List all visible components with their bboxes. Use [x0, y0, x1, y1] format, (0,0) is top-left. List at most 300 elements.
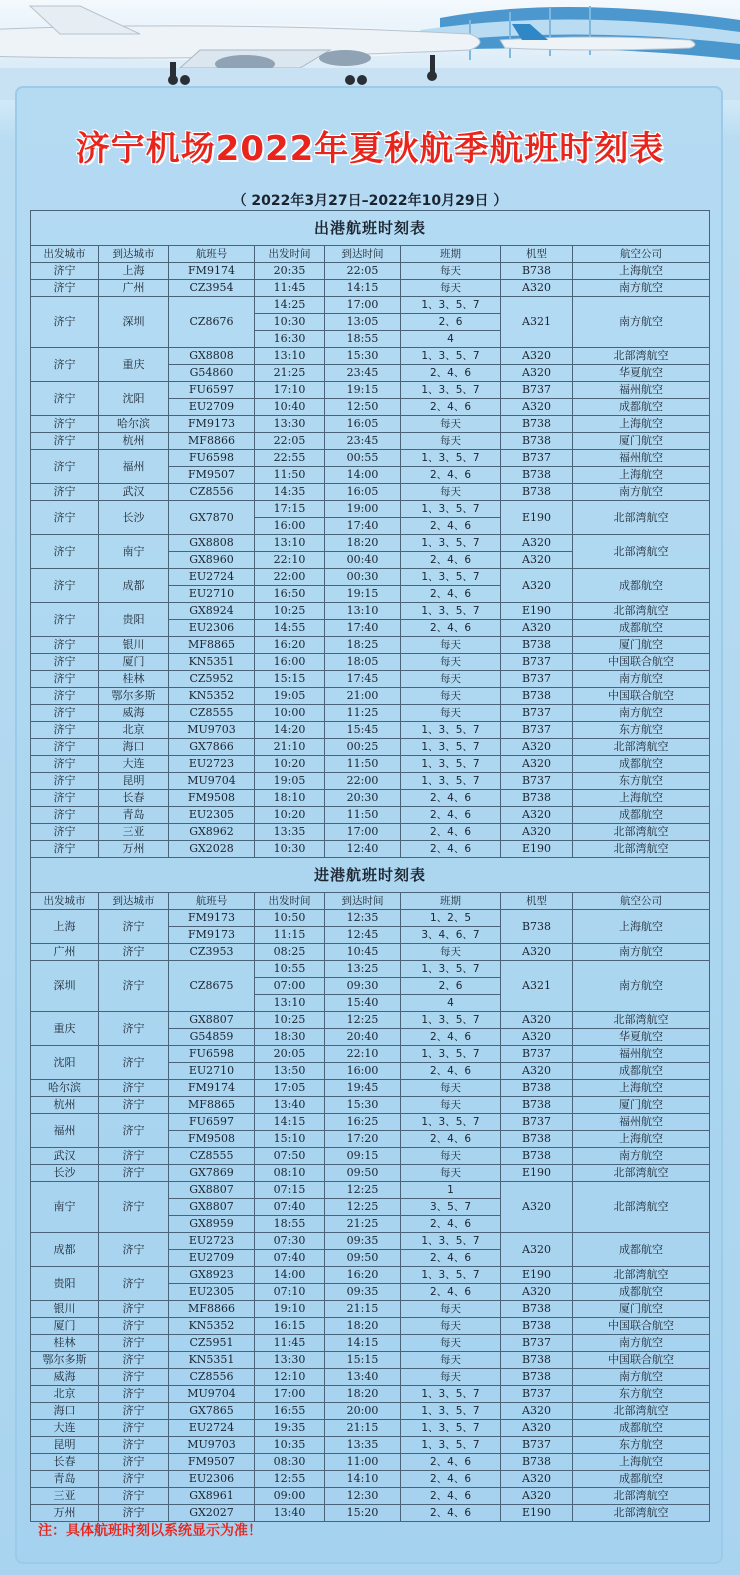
aircraft-type-cell: E190: [501, 841, 573, 858]
aircraft-type-cell: B738: [501, 1454, 573, 1471]
aircraft-type-cell: A320: [501, 807, 573, 824]
departure-time-cell: 16:50: [255, 586, 325, 603]
flight-number-cell: FM9174: [169, 263, 255, 280]
departure-time-cell: 22:00: [255, 569, 325, 586]
destination-city-cell: 济宁: [99, 1454, 169, 1471]
flight-number-cell: CZ8676: [169, 297, 255, 348]
origin-city-cell: 济宁: [31, 603, 99, 637]
arrival-time-cell: 17:00: [325, 824, 401, 841]
flight-row: [31, 961, 710, 978]
destination-city-cell: 济宁: [99, 944, 169, 961]
flight-number-cell: GX8924: [169, 603, 255, 620]
flight-number-cell: GX8960: [169, 552, 255, 569]
origin-city-cell: 万州: [31, 1505, 99, 1522]
flight-row: [31, 1471, 710, 1488]
arrival-time-cell: 18:20: [325, 1318, 401, 1335]
airline-cell: 中国联合航空: [573, 1318, 710, 1335]
operating-days-cell: 2、4、6: [401, 1029, 501, 1046]
destination-city-cell: 福州: [99, 450, 169, 484]
arrival-time-cell: 09:15: [325, 1148, 401, 1165]
arrival-time-cell: 12:25: [325, 1199, 401, 1216]
flight-number-cell: KN5351: [169, 1352, 255, 1369]
departure-time-cell: 08:30: [255, 1454, 325, 1471]
airline-cell: 上海航空: [573, 1080, 710, 1097]
flight-number-cell: FM9508: [169, 790, 255, 807]
flight-number-cell: FU6598: [169, 1046, 255, 1063]
flight-row: [31, 1437, 710, 1454]
flight-number-cell: EU2710: [169, 586, 255, 603]
arrival-time-cell: 23:45: [325, 433, 401, 450]
arrival-time-cell: 12:40: [325, 841, 401, 858]
operating-days-cell: 1、3、5、7: [401, 1386, 501, 1403]
origin-city-cell: 济宁: [31, 671, 99, 688]
aircraft-type-cell: A320: [501, 944, 573, 961]
operating-days-cell: 1、3、5、7: [401, 1437, 501, 1454]
aircraft-type-cell: B737: [501, 705, 573, 722]
airline-cell: 中国联合航空: [573, 654, 710, 671]
arrival-time-cell: 11:25: [325, 705, 401, 722]
flight-row: [31, 1165, 710, 1182]
flight-number-cell: GX7870: [169, 501, 255, 535]
airline-cell: 东方航空: [573, 773, 710, 790]
aircraft-type-cell: B737: [501, 654, 573, 671]
operating-days-cell: 每天: [401, 433, 501, 450]
flight-row: [31, 773, 710, 790]
departure-time-cell: 16:30: [255, 331, 325, 348]
arrival-time-cell: 21:15: [325, 1420, 401, 1437]
airline-cell: 南方航空: [573, 1148, 710, 1165]
arrival-time-cell: 18:20: [325, 535, 401, 552]
origin-city-cell: 哈尔滨: [31, 1080, 99, 1097]
operating-days-cell: 2、4、6: [401, 1454, 501, 1471]
aircraft-type-cell: E190: [501, 1267, 573, 1284]
flight-number-cell: GX8961: [169, 1488, 255, 1505]
operating-days-cell: 1、3、5、7: [401, 297, 501, 314]
arrival-time-cell: 14:15: [325, 1335, 401, 1352]
departure-time-cell: 07:40: [255, 1250, 325, 1267]
airline-cell: 上海航空: [573, 263, 710, 280]
departure-time-cell: 13:30: [255, 1352, 325, 1369]
column-header-origin-city: 出发城市: [31, 246, 99, 263]
origin-city-cell: 济宁: [31, 501, 99, 535]
destination-city-cell: 海口: [99, 739, 169, 756]
airline-cell: 成都航空: [573, 1063, 710, 1080]
flight-row: [31, 671, 710, 688]
flight-number-cell: FU6597: [169, 382, 255, 399]
operating-days-cell: 1、3、5、7: [401, 501, 501, 518]
departure-time-cell: 18:10: [255, 790, 325, 807]
aircraft-type-cell: A320: [501, 739, 573, 756]
column-header-departure-time: 出发时间: [255, 246, 325, 263]
operating-days-cell: 1、3、5、7: [401, 1403, 501, 1420]
flight-number-cell: EU2723: [169, 1233, 255, 1250]
arrival-time-cell: 23:45: [325, 365, 401, 382]
flight-row: [31, 1386, 710, 1403]
column-header-destination-city: 到达城市: [99, 246, 169, 263]
airline-cell: 北部湾航空: [573, 1012, 710, 1029]
flight-number-cell: CZ8555: [169, 705, 255, 722]
flight-row: [31, 790, 710, 807]
aircraft-type-cell: E190: [501, 1505, 573, 1522]
aircraft-type-cell: A320: [501, 1420, 573, 1437]
aircraft-type-cell: B737: [501, 1335, 573, 1352]
flight-number-cell: EU2710: [169, 1063, 255, 1080]
flight-number-cell: FM9173: [169, 416, 255, 433]
flight-row: [31, 1403, 710, 1420]
flight-row: [31, 1148, 710, 1165]
arrival-time-cell: 09:50: [325, 1165, 401, 1182]
operating-days-cell: 2、4、6: [401, 1216, 501, 1233]
departure-time-cell: 10:35: [255, 1437, 325, 1454]
origin-city-cell: 济宁: [31, 637, 99, 654]
airline-cell: 厦门航空: [573, 1097, 710, 1114]
column-header-flight-number: 航班号: [169, 246, 255, 263]
airline-cell: 中国联合航空: [573, 1352, 710, 1369]
column-header-operating-days: 班期: [401, 893, 501, 910]
airline-cell: 厦门航空: [573, 433, 710, 450]
column-header-airline: 航空公司: [573, 893, 710, 910]
destination-city-cell: 大连: [99, 756, 169, 773]
airline-cell: 北部湾航空: [573, 535, 710, 569]
departure-time-cell: 14:00: [255, 1267, 325, 1284]
operating-days-cell: 每天: [401, 1165, 501, 1182]
operating-days-cell: 2、4、6: [401, 841, 501, 858]
operating-days-cell: 4: [401, 331, 501, 348]
arrival-time-cell: 09:35: [325, 1233, 401, 1250]
arrival-time-cell: 15:30: [325, 1097, 401, 1114]
arrival-time-cell: 11:50: [325, 807, 401, 824]
operating-days-cell: 1、3、5、7: [401, 603, 501, 620]
airline-cell: 北部湾航空: [573, 1488, 710, 1505]
departure-time-cell: 16:15: [255, 1318, 325, 1335]
destination-city-cell: 济宁: [99, 1318, 169, 1335]
flight-row: [31, 1267, 710, 1284]
aircraft-type-cell: A320: [501, 1284, 573, 1301]
airline-cell: 南方航空: [573, 944, 710, 961]
flight-number-cell: KN5351: [169, 654, 255, 671]
arrivals-section-title: 进港航班时刻表: [31, 858, 710, 893]
airline-cell: 成都航空: [573, 1420, 710, 1437]
flight-number-cell: FU6597: [169, 1114, 255, 1131]
operating-days-cell: 每天: [401, 944, 501, 961]
airline-cell: 北部湾航空: [573, 603, 710, 620]
departure-time-cell: 17:15: [255, 501, 325, 518]
arrival-time-cell: 14:10: [325, 1471, 401, 1488]
arrival-time-cell: 19:45: [325, 1080, 401, 1097]
arrival-time-cell: 17:00: [325, 297, 401, 314]
departure-time-cell: 10:50: [255, 910, 325, 927]
arrival-time-cell: 19:15: [325, 586, 401, 603]
flight-number-cell: CZ8675: [169, 961, 255, 1012]
origin-city-cell: 福州: [31, 1114, 99, 1148]
flight-number-cell: GX2028: [169, 841, 255, 858]
flight-number-cell: MU9703: [169, 1437, 255, 1454]
origin-city-cell: 大连: [31, 1420, 99, 1437]
departure-time-cell: 07:00: [255, 978, 325, 995]
departure-time-cell: 14:55: [255, 620, 325, 637]
departure-time-cell: 10:25: [255, 603, 325, 620]
operating-days-cell: 2、4、6: [401, 518, 501, 535]
flight-number-cell: GX2027: [169, 1505, 255, 1522]
flight-row: [31, 1301, 710, 1318]
arrival-time-cell: 00:30: [325, 569, 401, 586]
operating-days-cell: 2、4、6: [401, 1284, 501, 1301]
origin-city-cell: 济宁: [31, 382, 99, 416]
destination-city-cell: 成都: [99, 569, 169, 603]
origin-city-cell: 济宁: [31, 280, 99, 297]
flight-number-cell: MU9703: [169, 722, 255, 739]
arrival-time-cell: 13:40: [325, 1369, 401, 1386]
departure-time-cell: 22:05: [255, 433, 325, 450]
departure-time-cell: 10:25: [255, 1012, 325, 1029]
aircraft-type-cell: B737: [501, 1386, 573, 1403]
arrival-time-cell: 00:40: [325, 552, 401, 569]
departure-time-cell: 21:25: [255, 365, 325, 382]
flight-row: [31, 535, 710, 552]
operating-days-cell: 2、4、6: [401, 1131, 501, 1148]
flight-row: [31, 1335, 710, 1352]
airline-cell: 成都航空: [573, 399, 710, 416]
aircraft-type-cell: B738: [501, 1301, 573, 1318]
arrival-time-cell: 13:35: [325, 1437, 401, 1454]
flight-row: [31, 1369, 710, 1386]
airline-cell: 南方航空: [573, 671, 710, 688]
flight-row: [31, 450, 710, 467]
destination-city-cell: 济宁: [99, 1335, 169, 1352]
departure-time-cell: 13:10: [255, 348, 325, 365]
aircraft-type-cell: A320: [501, 280, 573, 297]
operating-days-cell: 1、3、5、7: [401, 773, 501, 790]
origin-city-cell: 济宁: [31, 416, 99, 433]
departure-time-cell: 21:10: [255, 739, 325, 756]
origin-city-cell: 武汉: [31, 1148, 99, 1165]
column-header-departure-time: 出发时间: [255, 893, 325, 910]
airline-cell: 南方航空: [573, 1369, 710, 1386]
destination-city-cell: 昆明: [99, 773, 169, 790]
operating-days-cell: 2、4、6: [401, 1488, 501, 1505]
flight-row: [31, 297, 710, 314]
arrival-time-cell: 12:25: [325, 1012, 401, 1029]
operating-days-cell: 1、3、5、7: [401, 1420, 501, 1437]
arrival-time-cell: 12:35: [325, 910, 401, 927]
departure-time-cell: 19:10: [255, 1301, 325, 1318]
flight-number-cell: MF8866: [169, 433, 255, 450]
departure-time-cell: 11:15: [255, 927, 325, 944]
operating-days-cell: 每天: [401, 1369, 501, 1386]
flight-row: [31, 603, 710, 620]
aircraft-type-cell: B738: [501, 1369, 573, 1386]
destination-city-cell: 沈阳: [99, 382, 169, 416]
departure-time-cell: 20:35: [255, 263, 325, 280]
arrival-time-cell: 10:45: [325, 944, 401, 961]
operating-days-cell: 1、3、5、7: [401, 1233, 501, 1250]
origin-city-cell: 海口: [31, 1403, 99, 1420]
aircraft-type-cell: A320: [501, 535, 573, 552]
operating-days-cell: 每天: [401, 688, 501, 705]
destination-city-cell: 济宁: [99, 1080, 169, 1097]
departure-time-cell: 07:40: [255, 1199, 325, 1216]
flight-row: [31, 1420, 710, 1437]
aircraft-type-cell: B738: [501, 1148, 573, 1165]
origin-city-cell: 济宁: [31, 433, 99, 450]
operating-days-cell: 2、4、6: [401, 1505, 501, 1522]
origin-city-cell: 济宁: [31, 705, 99, 722]
origin-city-cell: 济宁: [31, 688, 99, 705]
departure-time-cell: 10:30: [255, 314, 325, 331]
schedule-table-wrapper: [30, 210, 709, 1522]
aircraft-type-cell: A320: [501, 365, 573, 382]
aircraft-type-cell: A320: [501, 1233, 573, 1267]
origin-city-cell: 济宁: [31, 807, 99, 824]
origin-city-cell: 济宁: [31, 841, 99, 858]
destination-city-cell: 三亚: [99, 824, 169, 841]
destination-city-cell: 济宁: [99, 1165, 169, 1182]
airline-cell: 上海航空: [573, 790, 710, 807]
flight-row: [31, 807, 710, 824]
aircraft-type-cell: A320: [501, 824, 573, 841]
operating-days-cell: 1: [401, 1182, 501, 1199]
arrival-time-cell: 09:30: [325, 978, 401, 995]
flight-row: [31, 1046, 710, 1063]
flight-number-cell: G54859: [169, 1029, 255, 1046]
arrival-time-cell: 21:00: [325, 688, 401, 705]
origin-city-cell: 深圳: [31, 961, 99, 1012]
aircraft-type-cell: E190: [501, 603, 573, 620]
airline-cell: 福州航空: [573, 1114, 710, 1131]
departure-time-cell: 17:10: [255, 382, 325, 399]
flight-schedule-table: [30, 210, 710, 1522]
airline-cell: 北部湾航空: [573, 841, 710, 858]
destination-city-cell: 长沙: [99, 501, 169, 535]
aircraft-type-cell: A320: [501, 1182, 573, 1233]
airline-cell: 北部湾航空: [573, 1403, 710, 1420]
origin-city-cell: 成都: [31, 1233, 99, 1267]
flight-number-cell: CZ5952: [169, 671, 255, 688]
flight-row: [31, 263, 710, 280]
arrival-time-cell: 11:50: [325, 756, 401, 773]
aircraft-type-cell: A321: [501, 961, 573, 1012]
departure-time-cell: 11:45: [255, 1335, 325, 1352]
destination-city-cell: 济宁: [99, 1097, 169, 1114]
origin-city-cell: 重庆: [31, 1012, 99, 1046]
flight-row: [31, 348, 710, 365]
flight-row: [31, 1080, 710, 1097]
arrival-time-cell: 16:25: [325, 1114, 401, 1131]
arrival-time-cell: 00:55: [325, 450, 401, 467]
column-header-aircraft-type: 机型: [501, 893, 573, 910]
destination-city-cell: 广州: [99, 280, 169, 297]
flight-number-cell: KN5352: [169, 1318, 255, 1335]
arrival-time-cell: 15:15: [325, 1352, 401, 1369]
flight-number-cell: G54860: [169, 365, 255, 382]
departure-time-cell: 10:20: [255, 807, 325, 824]
aircraft-type-cell: A321: [501, 297, 573, 348]
operating-days-cell: 1、2、5: [401, 910, 501, 927]
arrival-time-cell: 17:20: [325, 1131, 401, 1148]
column-header-flight-number: 航班号: [169, 893, 255, 910]
flight-number-cell: FM9507: [169, 1454, 255, 1471]
origin-city-cell: 桂林: [31, 1335, 99, 1352]
aircraft-type-cell: B738: [501, 688, 573, 705]
operating-days-cell: 3、4、6、7: [401, 927, 501, 944]
destination-city-cell: 上海: [99, 263, 169, 280]
aircraft-type-cell: B737: [501, 1437, 573, 1454]
flight-row: [31, 1488, 710, 1505]
operating-days-cell: 2、4、6: [401, 1063, 501, 1080]
destination-city-cell: 济宁: [99, 1301, 169, 1318]
arrival-time-cell: 12:30: [325, 1488, 401, 1505]
aircraft-type-cell: A320: [501, 399, 573, 416]
departure-time-cell: 13:40: [255, 1505, 325, 1522]
arrival-time-cell: 16:20: [325, 1267, 401, 1284]
flight-row: [31, 1352, 710, 1369]
arrival-time-cell: 22:10: [325, 1046, 401, 1063]
origin-city-cell: 广州: [31, 944, 99, 961]
flight-number-cell: FU6598: [169, 450, 255, 467]
flight-row: [31, 1182, 710, 1199]
arrival-time-cell: 18:20: [325, 1386, 401, 1403]
origin-city-cell: 威海: [31, 1369, 99, 1386]
departure-time-cell: 11:50: [255, 467, 325, 484]
operating-days-cell: 1、3、5、7: [401, 535, 501, 552]
departure-time-cell: 18:55: [255, 1216, 325, 1233]
flight-number-cell: GX8808: [169, 348, 255, 365]
departure-time-cell: 17:05: [255, 1080, 325, 1097]
operating-days-cell: 1、3、5、7: [401, 450, 501, 467]
aircraft-type-cell: B738: [501, 1352, 573, 1369]
destination-city-cell: 济宁: [99, 1420, 169, 1437]
arrival-time-cell: 12:25: [325, 1182, 401, 1199]
aircraft-type-cell: A320: [501, 1029, 573, 1046]
operating-days-cell: 每天: [401, 1335, 501, 1352]
flight-row: [31, 416, 710, 433]
aircraft-type-cell: A320: [501, 569, 573, 603]
aircraft-type-cell: B737: [501, 382, 573, 399]
column-header-row: [31, 246, 710, 263]
schedule-table-body: [31, 211, 710, 1522]
departure-time-cell: 12:55: [255, 1471, 325, 1488]
flight-number-cell: GX8807: [169, 1012, 255, 1029]
departure-time-cell: 20:05: [255, 1046, 325, 1063]
airline-cell: 福州航空: [573, 450, 710, 467]
flight-row: [31, 382, 710, 399]
airline-cell: 厦门航空: [573, 637, 710, 654]
operating-days-cell: 2、6: [401, 314, 501, 331]
arrival-time-cell: 21:25: [325, 1216, 401, 1233]
arrival-time-cell: 20:30: [325, 790, 401, 807]
departure-time-cell: 22:10: [255, 552, 325, 569]
departure-time-cell: 14:20: [255, 722, 325, 739]
aircraft-type-cell: B737: [501, 1114, 573, 1131]
operating-days-cell: 每天: [401, 1097, 501, 1114]
destination-city-cell: 武汉: [99, 484, 169, 501]
aircraft-type-cell: B738: [501, 790, 573, 807]
flight-row: [31, 739, 710, 756]
destination-city-cell: 济宁: [99, 1505, 169, 1522]
operating-days-cell: 1、3、5、7: [401, 756, 501, 773]
flight-number-cell: EU2305: [169, 1284, 255, 1301]
origin-city-cell: 南宁: [31, 1182, 99, 1233]
origin-city-cell: 贵阳: [31, 1267, 99, 1301]
flight-number-cell: CZ3953: [169, 944, 255, 961]
arrival-time-cell: 19:15: [325, 382, 401, 399]
flight-number-cell: FM9174: [169, 1080, 255, 1097]
origin-city-cell: 济宁: [31, 654, 99, 671]
airline-cell: 北部湾航空: [573, 1165, 710, 1182]
arrival-time-cell: 17:45: [325, 671, 401, 688]
airline-cell: 成都航空: [573, 807, 710, 824]
aircraft-type-cell: B738: [501, 467, 573, 484]
